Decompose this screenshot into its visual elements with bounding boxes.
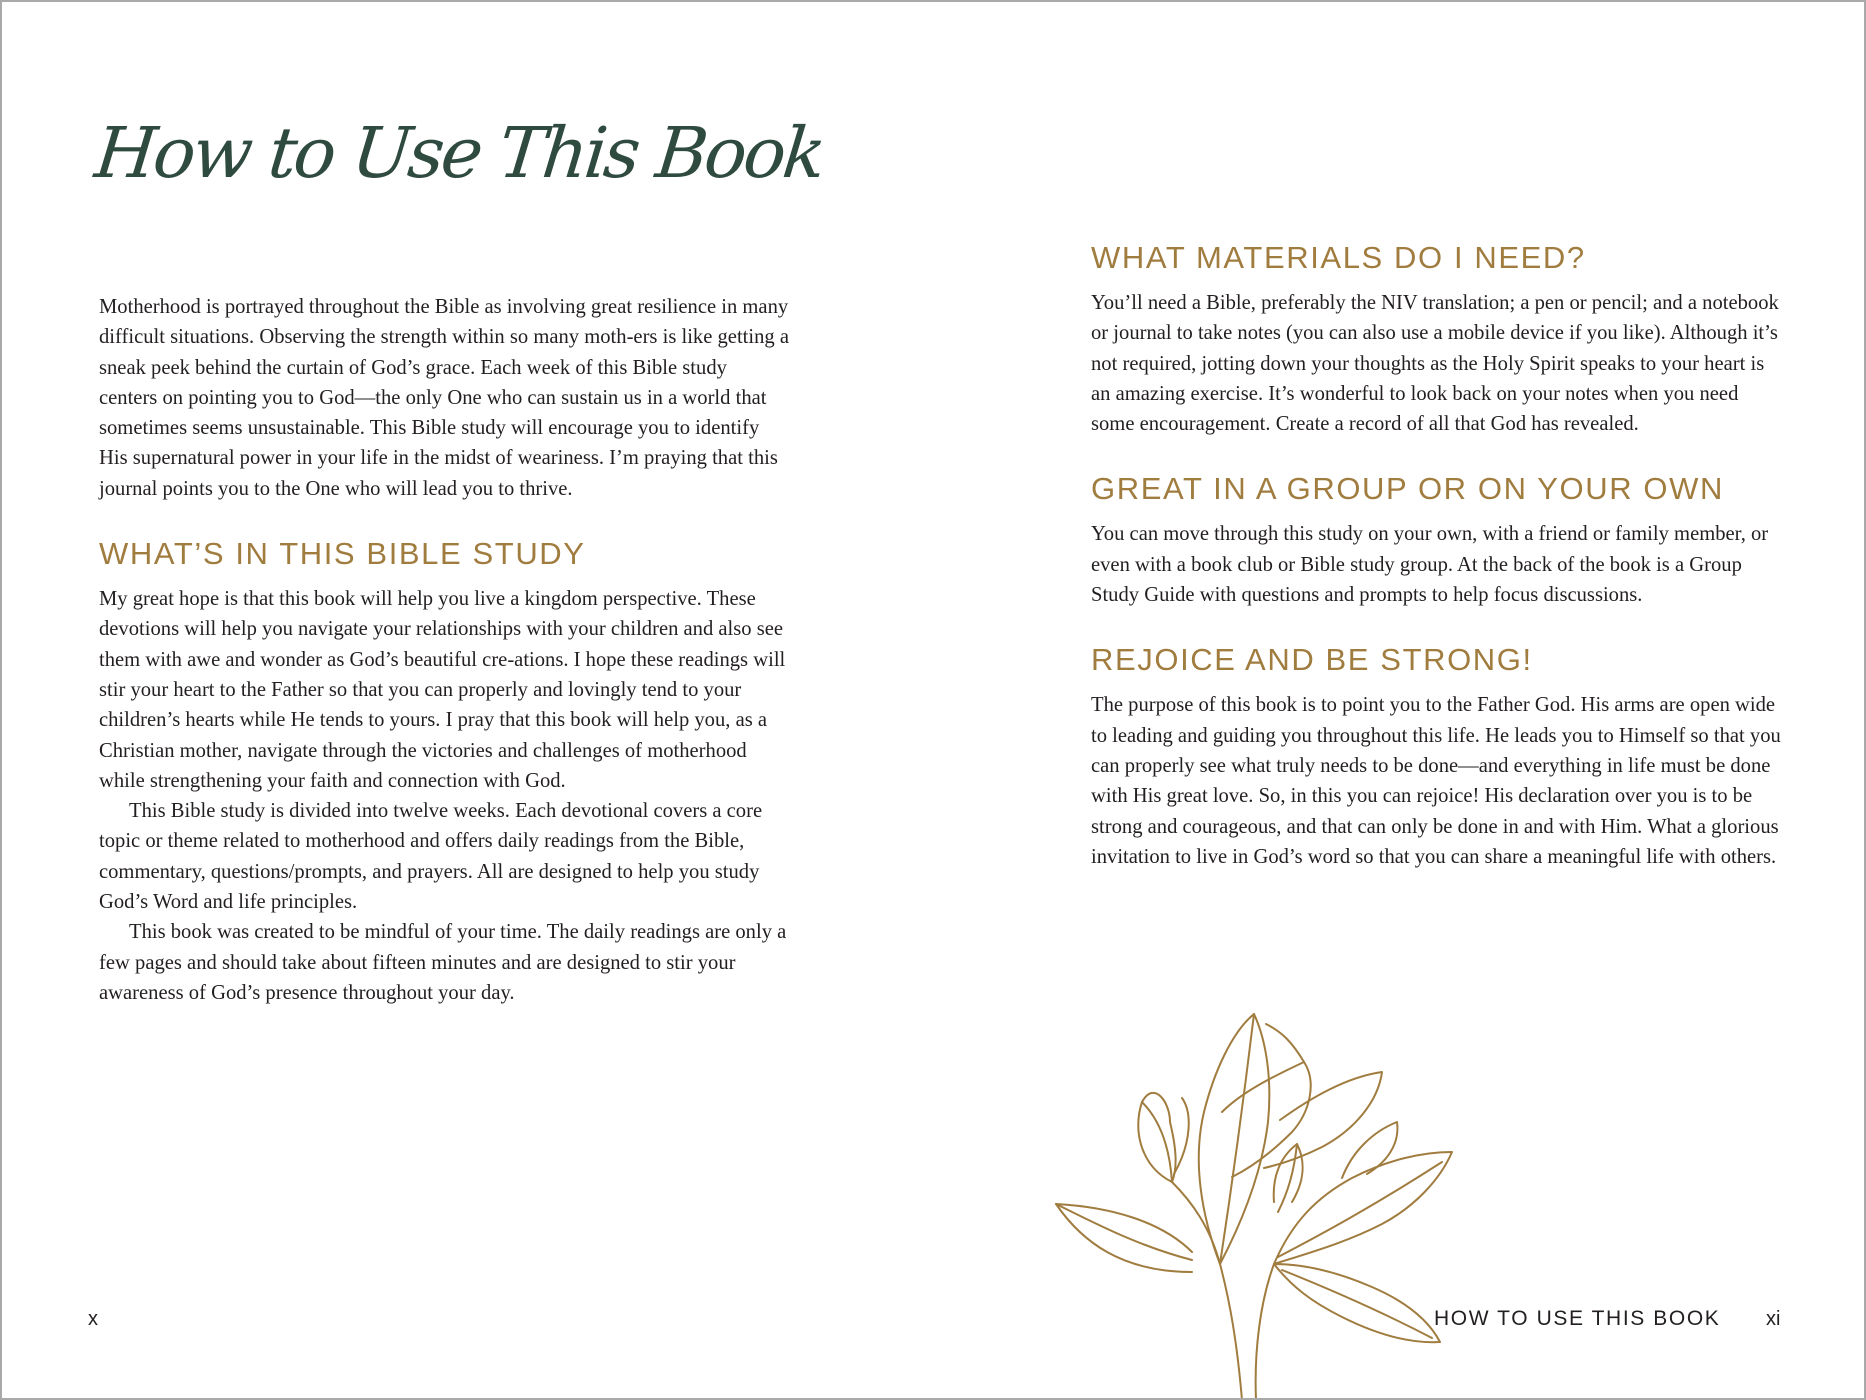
right-column [1091, 238, 1781, 872]
intro-paragraph: Motherhood is portrayed throughout the Bible as involving great resilience in many difficult situations. Observing the strength within so many moth-ers is like getting a sneak peek behind the curtain of God’s grace. Each week of this Bible study centers on pointing you to God—the only One who can sustain us in a world that sometimes seems unsustainable. This Bible study will encourage you to identify His supernatural power in your life in the midst of weariness. I’m praying that this journal points you to the One who will lead you to thrive. [99, 296, 789, 500]
section-heading-whats-in: WHAT’S IN THIS BIBLE STUDY [99, 536, 586, 572]
page-number-right: xi [1766, 1308, 1781, 1330]
materials-paragraph: You’ll need a Bible, preferably the NIV translation; a pen or pencil; and a notebook or journal to take notes (you can also use a mobile device if you like). Although it’s not required, jotting down your thoughts as the Holy Spirit speaks to your heart is an amazing exercise. It’s wonderful to look back on your notes when you need some encouragement. Create a record of all that God has revealed. [1091, 292, 1779, 436]
whats-in-paragraph-3: This book was created to be mindful of your time. The daily readings are only a few pages and should take about fifteen minutes and are designed to stir your awareness of God’s presence throughout your day. [99, 921, 787, 1004]
magnolia-line-drawing-icon [1042, 1002, 1482, 1398]
rejoice-paragraph: The purpose of this book is to point you to the Father God. His arms are open wide to leading and guiding you throughout this life. He leads you to Himself so that you can properly see what truly needs to be done—and everything in life must be done with His great love. So, in this you can rejoice! His declaration over you is to be strong and courageous, and that can only be done in and with Him. What a glorious invitation to live in God’s word so that you can share a meaningful life with others. [1091, 694, 1781, 868]
left-column [99, 292, 789, 1008]
whats-in-paragraph-2: This Bible study is divided into twelve weeks. Each devotional covers a core topic or theme related to motherhood and offers daily readings from the Bible, commentary, questions/prompts, and prayers. All are designed to help you study God’s Word and life principles. [99, 800, 763, 914]
section-heading-materials: WHAT MATERIALS DO I NEED? [1091, 240, 1586, 275]
section-heading-group: GREAT IN A GROUP OR ON YOUR OWN [1091, 471, 1724, 507]
page-number-left: x [88, 1308, 98, 1330]
section-heading-rejoice: REJOICE AND BE STRONG! [1091, 642, 1533, 678]
book-spread [2, 2, 1864, 1398]
whats-in-paragraph-1: My great hope is that this book will help you live a kingdom perspective. These devotions will help you navigate your relationships with your children and also see them with awe and wonder as God’s beautiful cre-ations. I hope these readings will stir your heart to the Father so that you can properly and lovingly tend to your children’s hearts while He tends to yours. I pray that this book will help you, as a Christian mother, navigate through the victories and challenges of motherhood while strengthening your faith and connection with God. [99, 588, 786, 792]
group-paragraph: You can move through this study on your own, with a friend or family member, or even with a book club or Bible study group. At the back of the book is a Group Study Guide with questions and prompts to help focus discussions. [1091, 523, 1769, 607]
running-head: HOW TO USE THIS BOOK [1434, 1307, 1721, 1330]
page-title: How to Use This Book [91, 112, 827, 194]
